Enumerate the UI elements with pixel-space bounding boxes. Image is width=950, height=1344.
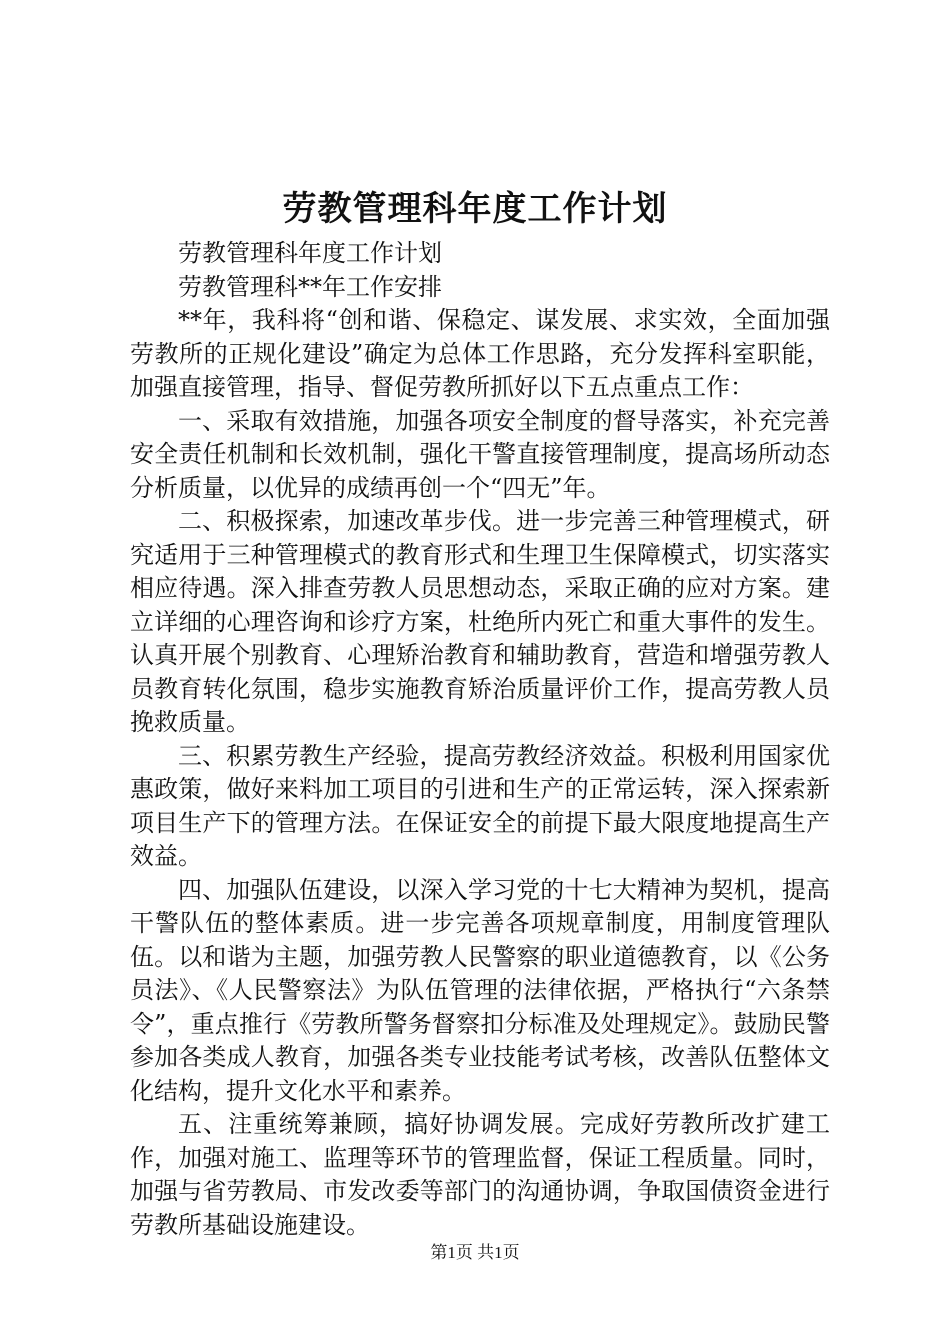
paragraph-arrangement-heading: 劳教管理科**年工作安排 (178, 272, 442, 301)
paragraph-item-3: 三、积累劳教生产经验，提高劳教经济效益。积极利用国家优惠政策，做好来料加工项目的引进和生产的正常运转，深入探索新项目生产下的管理方法。在保证安全的前提下最大限度地提高生产效益。 (130, 741, 830, 870)
paragraph-item-5: 五、注重统筹兼顾，搞好协调发展。完成好劳教所改扩建工作，加强对施工、监理等环节的管理监督，保证工程质量。同时，加强与省劳教局、市发改委等部门的沟通协调，争取国债资金进行劳教所基础设施建设。 (130, 1110, 830, 1239)
document-body (130, 237, 830, 1242)
paragraph-overview: **年，我科将“创和谐、保稳定、谋发展、求实效，全面加强劳教所的正规化建设”确定为总体工作思路，充分发挥科室职能，加强直接管理，指导、督促劳教所抓好以下五点重点工作： (130, 306, 830, 401)
paragraph-item-4: 四、加强队伍建设，以深入学习党的十七大精神为契机，提高干警队伍的整体素质。进一步完善各项规章制度，用制度管理队伍。以和谐为主题，加强劳教人民警察的职业道德教育，以《公务员法》、《人民警察法》为队伍管理的法律依据，严格执行“六条禁令”，重点推行《劳教所警务督察扣分标准及处理规定》。鼓励民警参加各类成人教育，加强各类专业技能考试考核，改善队伍整体文化结构，提升文化水平和素养。 (130, 875, 830, 1105)
paragraph-item-2: 二、积极探索，加速改革步伐。进一步完善三种管理模式，研究适用于三种管理模式的教育形式和生理卫生保障模式，切实落实相应待遇。深入排查劳教人员思想动态，采取正确的应对方案。建立详细的心理咨询和诊疗方案，杜绝所内死亡和重大事件的发生。认真开展个别教育、心理矫治教育和辅助教育，营造和增强劳教人员教育转化氛围，稳步实施教育矫治质量评价工作，提高劳教人员挽救质量。 (130, 507, 830, 736)
paragraph-subtitle: 劳教管理科年度工作计划 (178, 239, 442, 267)
document-title: 劳教管理科年度工作计划 (282, 189, 668, 229)
page-number-footer: 第1页 共1页 (430, 1243, 520, 1262)
paragraph-item-1: 一、采取有效措施，加强各项安全制度的督导落实，补充完善安全责任机制和长效机制，强化干警直接管理制度，提高场所动态分析质量，以优异的成绩再创一个“四无”年。 (130, 406, 830, 502)
